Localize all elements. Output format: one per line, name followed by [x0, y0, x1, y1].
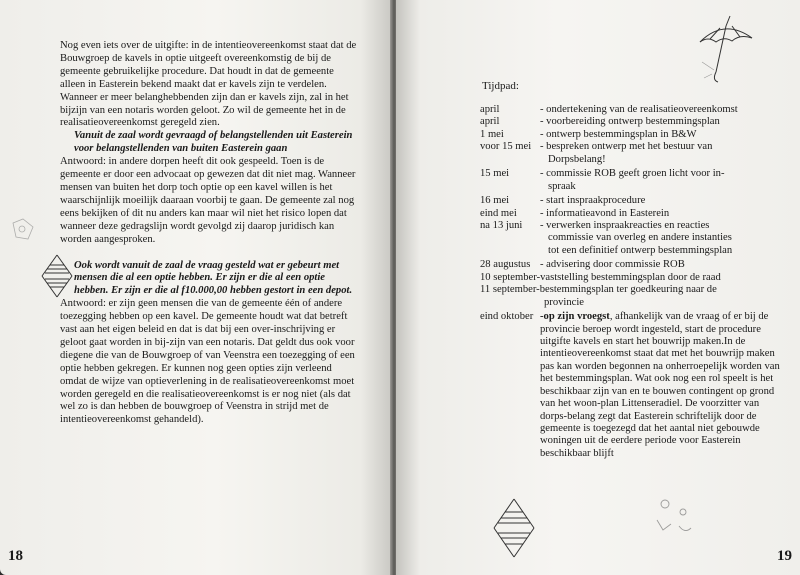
diamond-ornament-icon	[40, 253, 74, 299]
timeline-date: april	[480, 104, 500, 115]
umbrella-illustration-icon	[696, 12, 756, 92]
question-opties: Ook wordt vanuit de zaal de vraag gesteld wat er gebeurt met mensen die al een optie hebben. Er zijn er die al een optie hebben. Er zijn er die al f10.000,00 hebben gestort in een depot.	[74, 259, 353, 297]
timeline-row	[480, 220, 780, 257]
timeline-text: -bestemmingsplan ter goedkeuring naar de	[536, 284, 717, 296]
timeline-row	[480, 272, 780, 284]
faint-stamp-icon	[8, 215, 38, 245]
timeline-row	[480, 208, 780, 220]
timeline-row	[480, 259, 780, 271]
timeline-text: -vaststelling bestemmingsplan door de raad	[536, 271, 721, 283]
timeline-date: eind oktober	[480, 311, 534, 323]
timeline-text: - verwerken inspraakreacties en reacties	[540, 220, 710, 232]
timeline-text: , afhankelijk van de vraag of er bij de provincie beroep wordt ingesteld, start de procedure uitgifte kavels en start het bouwrijp maken.In de intentieovereenkomst staat dat met het bouwrijp maken pas kan worden begonnen na onherroepelijk worden van het bestemmingsplan. Wat ook nog een rol speelt is het beschikbaar zijn van en te bouwen contingent op grond van het woon-plan Littenseradiel. De voorzitter van dorps-belang zegt dat Easterein schriftelijk door de gemeente is toegezegd dat het aantal niet gebouwde woningen uit de eerdere periode voor Easterein beschikbaar blijft	[540, 311, 780, 459]
timeline-date: 15 mei	[480, 168, 510, 180]
timeline-date: eind mei	[480, 207, 517, 219]
timeline-text: - ondertekening van de realisatieovereenkomst	[540, 104, 738, 115]
timeline-text-continued: Dorpsbelang!	[548, 153, 606, 165]
page-number-left: 18	[8, 548, 23, 564]
answer-belangstellenden: Antwoord: in andere dorpen heeft dit ook gespeeld. Toen is de gemeente er door een advocaat op gewezen dat dit niet mag. Wanneer mensen van buiten het dorp toch optie op een kavel willen is het waarschijnlijk moeilijk daaraan voorbij te gaan. De gemeente zal nog eens bekijken of dit nu anders kan maar wil niet het risico lopen dat wanneer deze gedragslijn wordt gevolgd zij daarop juridisch kan worden aangesproken.	[60, 156, 356, 245]
timeline-text: - ontwerp bestemmingsplan in B&W	[540, 128, 697, 140]
timeline-row	[480, 104, 780, 116]
timeline-date: 1 mei	[480, 128, 504, 140]
answer-opties: Antwoord: er zijn geen mensen die van de gemeente één of andere toezegging hebben op een kavel. De gemeente houdt wat dat betreft vast aan het eigen beleid en dat is dat bij een over-inschrijving er geloot gaat worden in bij-zijn van een notaris. Dat geldt dus ook voor diegene die van de Bouwgroep of van Veenstra een toezegging of een optie hebben gekregen. Er kunnen nog geen opties zijn verleend omdat de wijze van optieverlening in de realisatieovereenkomst moet worden geregeld en die realisatieovereenkomst is er nog niet (als dat wel zo is dan hebben de bouwgroep of Veenstra in strijd met de intentieovereenkomst gehandeld).	[60, 298, 355, 426]
timeline-text: - informatieavond in Easterein	[540, 207, 670, 219]
left-page	[0, 0, 392, 575]
timeline-text: - start inspraakprocedure	[540, 195, 646, 207]
left-page-text	[60, 40, 360, 427]
timeline-text-continued: tot een definitief ontwerp bestemmingsplan	[548, 244, 733, 256]
right-page	[396, 0, 800, 575]
timeline-row	[480, 168, 780, 193]
timeline-row	[480, 284, 780, 309]
timeline-row-final	[480, 311, 780, 460]
timeline-row	[480, 129, 780, 141]
timeline-row	[480, 195, 780, 207]
timeline-text: - commissie ROB geeft groen licht voor in-	[540, 168, 725, 180]
timeline-date: 11 september	[480, 284, 537, 296]
paragraph-uitgifte: Nog even iets over de uitgifte: in de intentieovereenkomst staat dat de Bouwgroep de kavels in optie uitgeeft overeenkomstig de bij de gemeente gebruikelijke procedure. Dat houdt in dat de gemeente alleen in Easterein bekend maakt dat er kavels zijn te verdelen. Wanneer er meer belanghebbenden zijn dan er kavels zijn, zal in het bijzijn van een notaris worden geloot. Zo wil de gemeente het in de realisatieovereenkomst geregeld zien.	[60, 40, 357, 129]
timeline-bold-text: -op zijn vroegst	[540, 311, 610, 323]
timeline-row	[480, 116, 780, 128]
timeline-text: - advisering door commissie ROB	[540, 259, 685, 271]
timeline-text: - voorbereiding ontwerp bestemmingsplan	[540, 116, 720, 128]
timeline-date: 28 augustus	[480, 259, 531, 271]
timeline-date: 10 september	[480, 271, 537, 283]
page-number-right: 19	[777, 548, 792, 564]
faint-stamp-icon	[651, 490, 695, 542]
timeline-title: Tijdpad:	[482, 80, 519, 92]
timeline-date: voor 15 mei	[480, 141, 532, 153]
timeline-date: na 13 juni	[480, 220, 523, 232]
question-belangstellenden: Vanuit de zaal wordt gevraagd of belangstellenden uit Easterein voor belangstellenden van buiten Easterein gaan	[74, 130, 353, 155]
timeline-date: 16 mei	[480, 195, 510, 207]
diamond-ornament-icon	[492, 497, 536, 559]
timeline-list	[480, 104, 780, 462]
timeline-text: - bespreken ontwerp met het bestuur van	[540, 141, 713, 153]
timeline-row	[480, 141, 780, 166]
timeline-text-continued: commissie van overleg en andere instanties	[548, 232, 732, 244]
timeline-text-continued: provincie	[544, 296, 585, 308]
timeline-date: april	[480, 116, 500, 128]
timeline-text-continued: spraak	[548, 180, 576, 192]
